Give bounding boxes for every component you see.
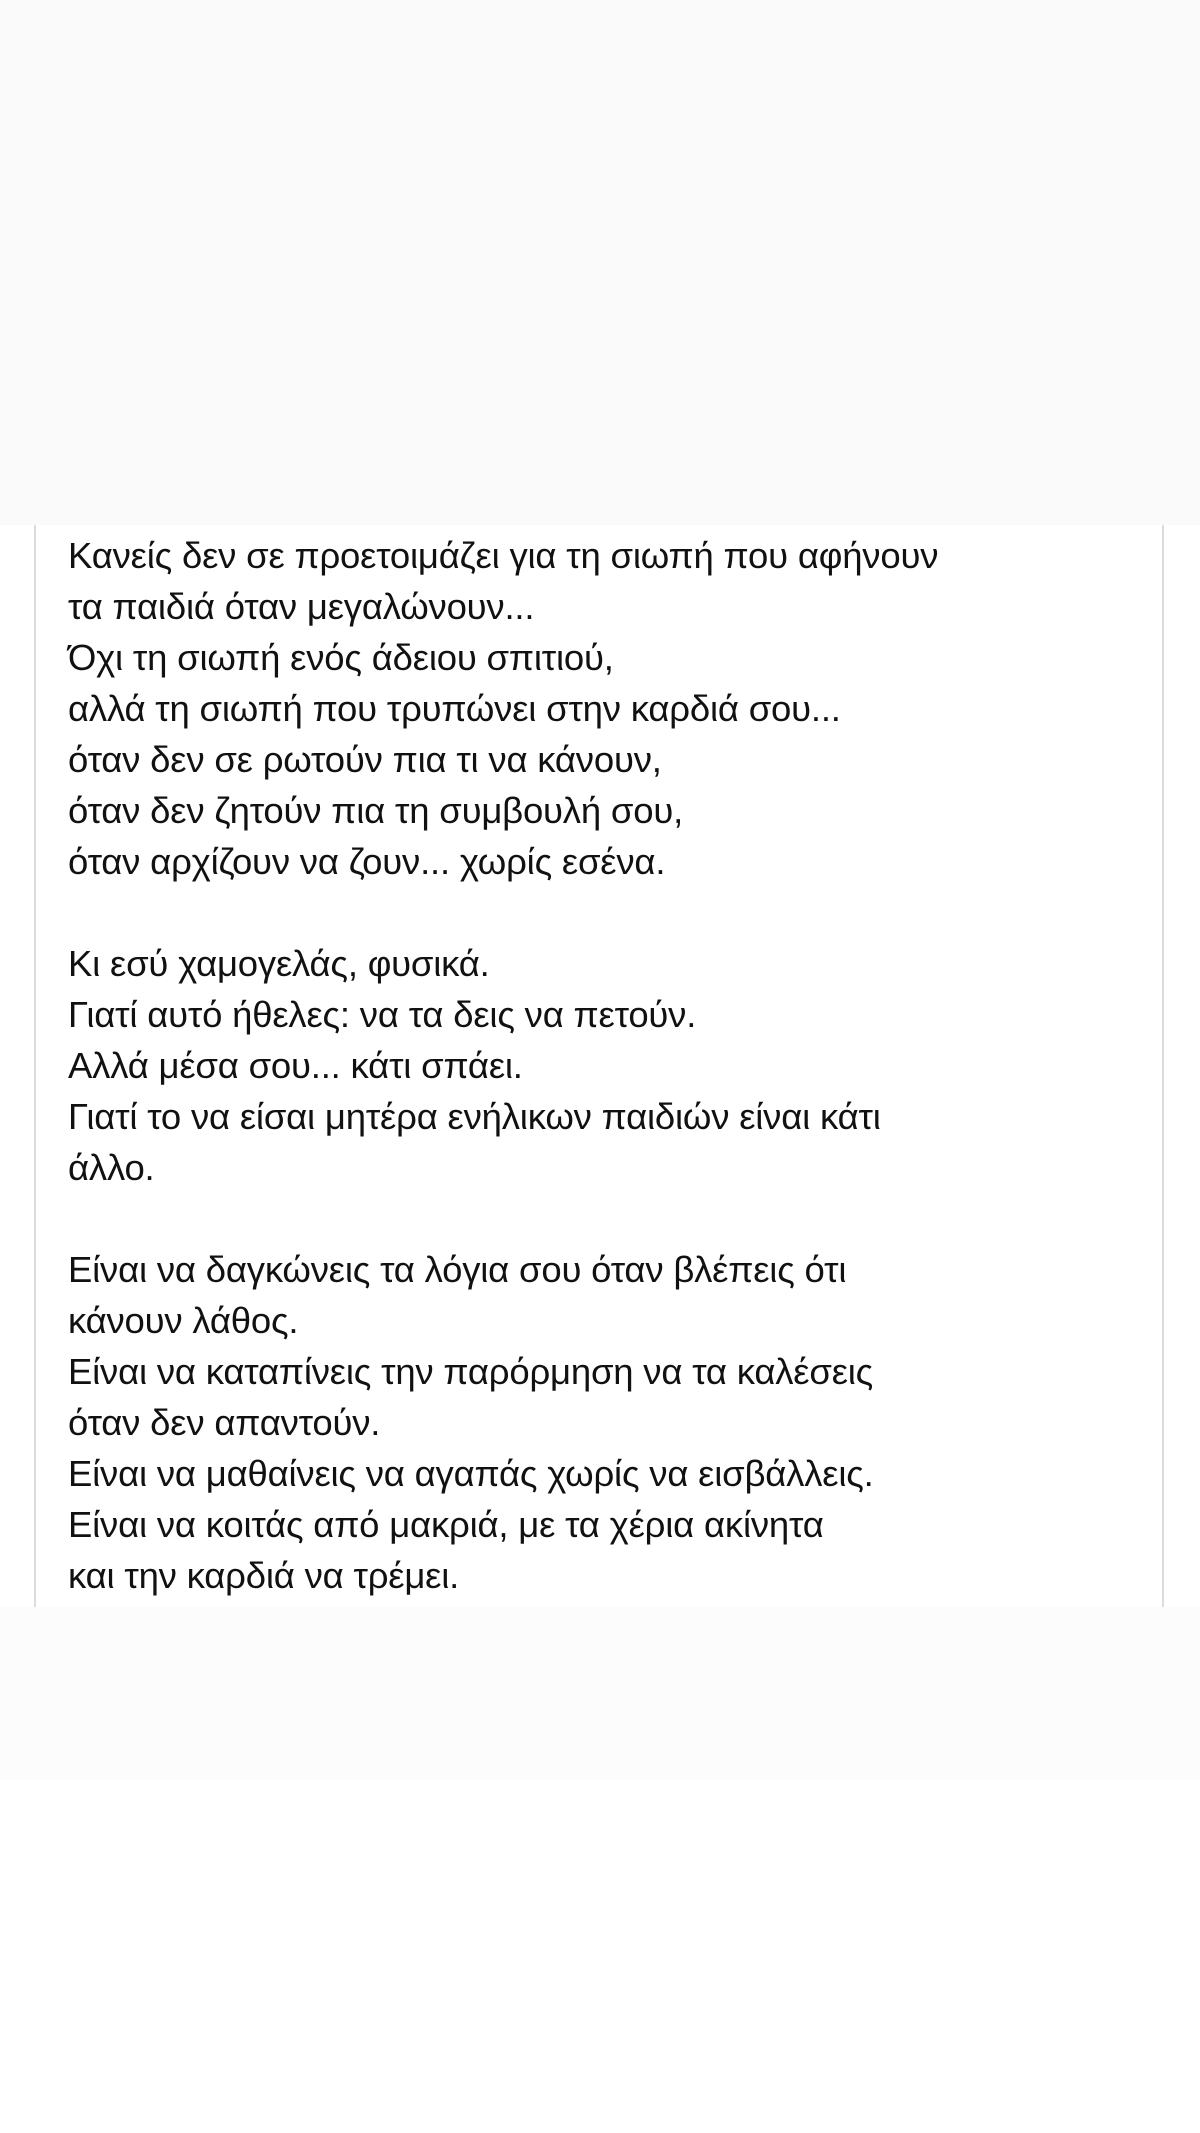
text-line: Είναι να δαγκώνεις τα λόγια σου όταν βλέπεις ότι <box>68 1249 847 1290</box>
text-line: αλλά τη σιωπή που τρυπώνει στην καρδιά σου... <box>68 688 841 729</box>
text-line: Κανείς δεν σε προετοιμάζει για τη σιωπή που αφήνουν <box>68 535 939 576</box>
text-line: Είναι να κοιτάς από μακριά, με τα χέρια ακίνητα <box>68 1504 824 1545</box>
text-line: Είναι να καταπίνεις την παρόρμηση να τα καλέσεις <box>68 1351 874 1392</box>
text-line: Αλλά μέσα σου... κάτι σπάει. <box>68 1045 523 1086</box>
top-blank-area <box>0 0 1200 525</box>
stanza-2 <box>68 938 1148 1193</box>
text-line: Γιατί αυτό ήθελες: να τα δεις να πετούν. <box>68 994 697 1035</box>
text-line: κάνουν λάθος. <box>68 1300 299 1341</box>
note-body <box>68 530 1148 1601</box>
text-line: και την καρδιά να τρέμει. <box>68 1555 460 1596</box>
text-line: Γιατί το να είσαι μητέρα ενήλικων παιδιών είναι κάτι <box>68 1096 881 1137</box>
text-line: όταν δεν σε ρωτούν πια τι να κάνουν, <box>68 739 662 780</box>
text-line: όταν αρχίζουν να ζουν... χωρίς εσένα. <box>68 841 666 882</box>
note-text-box <box>34 525 1164 1607</box>
text-line: όταν δεν απαντούν. <box>68 1402 381 1443</box>
text-line: όταν δεν ζητούν πια τη συμβουλή σου, <box>68 790 684 831</box>
bottom-blank-area <box>0 1607 1200 1780</box>
text-line: Είναι να μαθαίνεις να αγαπάς χωρίς να εισβάλλεις. <box>68 1453 874 1494</box>
text-line: τα παιδιά όταν μεγαλώνουν... <box>68 586 535 627</box>
text-line: άλλο. <box>68 1147 155 1188</box>
stanza-3 <box>68 1244 1148 1601</box>
stanza-1 <box>68 530 1148 887</box>
text-line: Όχι τη σιωπή ενός άδειου σπιτιού, <box>68 637 614 678</box>
text-line: Κι εσύ χαμογελάς, φυσικά. <box>68 943 490 984</box>
